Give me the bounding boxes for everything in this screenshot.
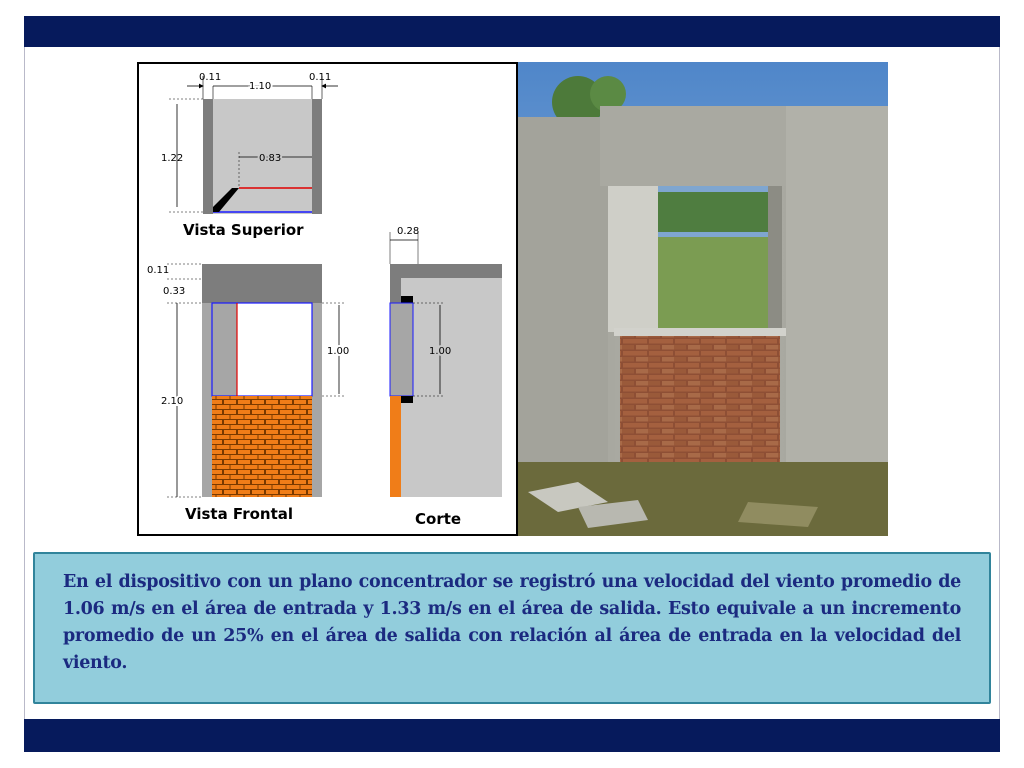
dim-section-width: 0.28 [397, 226, 420, 237]
caption-front-view: Vista Frontal [185, 505, 294, 523]
wall-photo-svg [518, 62, 888, 536]
dim-top-wall-right: 0.11 [309, 72, 332, 83]
header-bar [24, 16, 1000, 47]
findings-text: En el dispositivo con un plano concentrador se registró una velocidad del viento promedio de 1.06 m/s en el área de entrada y 1.33 m/s en el área de salida. Esto equivale a un incremento promedio de un 25% en el área de salida con relación al área de entrada en la velocidad del viento. [63, 572, 961, 673]
dim-front-opening: 1.00 [327, 346, 350, 357]
dim-top-width: 1.10 [249, 81, 272, 92]
drawing-svg [139, 64, 516, 534]
dim-top-wall-left: 0.11 [199, 72, 222, 83]
caption-top-view: Vista Superior [183, 221, 304, 239]
dim-front-height: 2.10 [161, 396, 184, 407]
technical-drawing [137, 62, 518, 536]
caption-section-view: Corte [415, 510, 462, 528]
top-view [161, 72, 338, 239]
dim-section-opening: 1.00 [429, 346, 452, 357]
section-view [390, 226, 502, 528]
dim-top-depth: 1.22 [161, 153, 184, 164]
footer-bar [24, 719, 1000, 752]
findings-callout [33, 552, 991, 704]
wall-photo [518, 62, 888, 536]
dim-top-inner: 0.83 [259, 153, 282, 164]
dim-front-top-b: 0.33 [163, 286, 186, 297]
dim-front-top-a: 0.11 [147, 265, 170, 276]
front-view [147, 264, 349, 523]
